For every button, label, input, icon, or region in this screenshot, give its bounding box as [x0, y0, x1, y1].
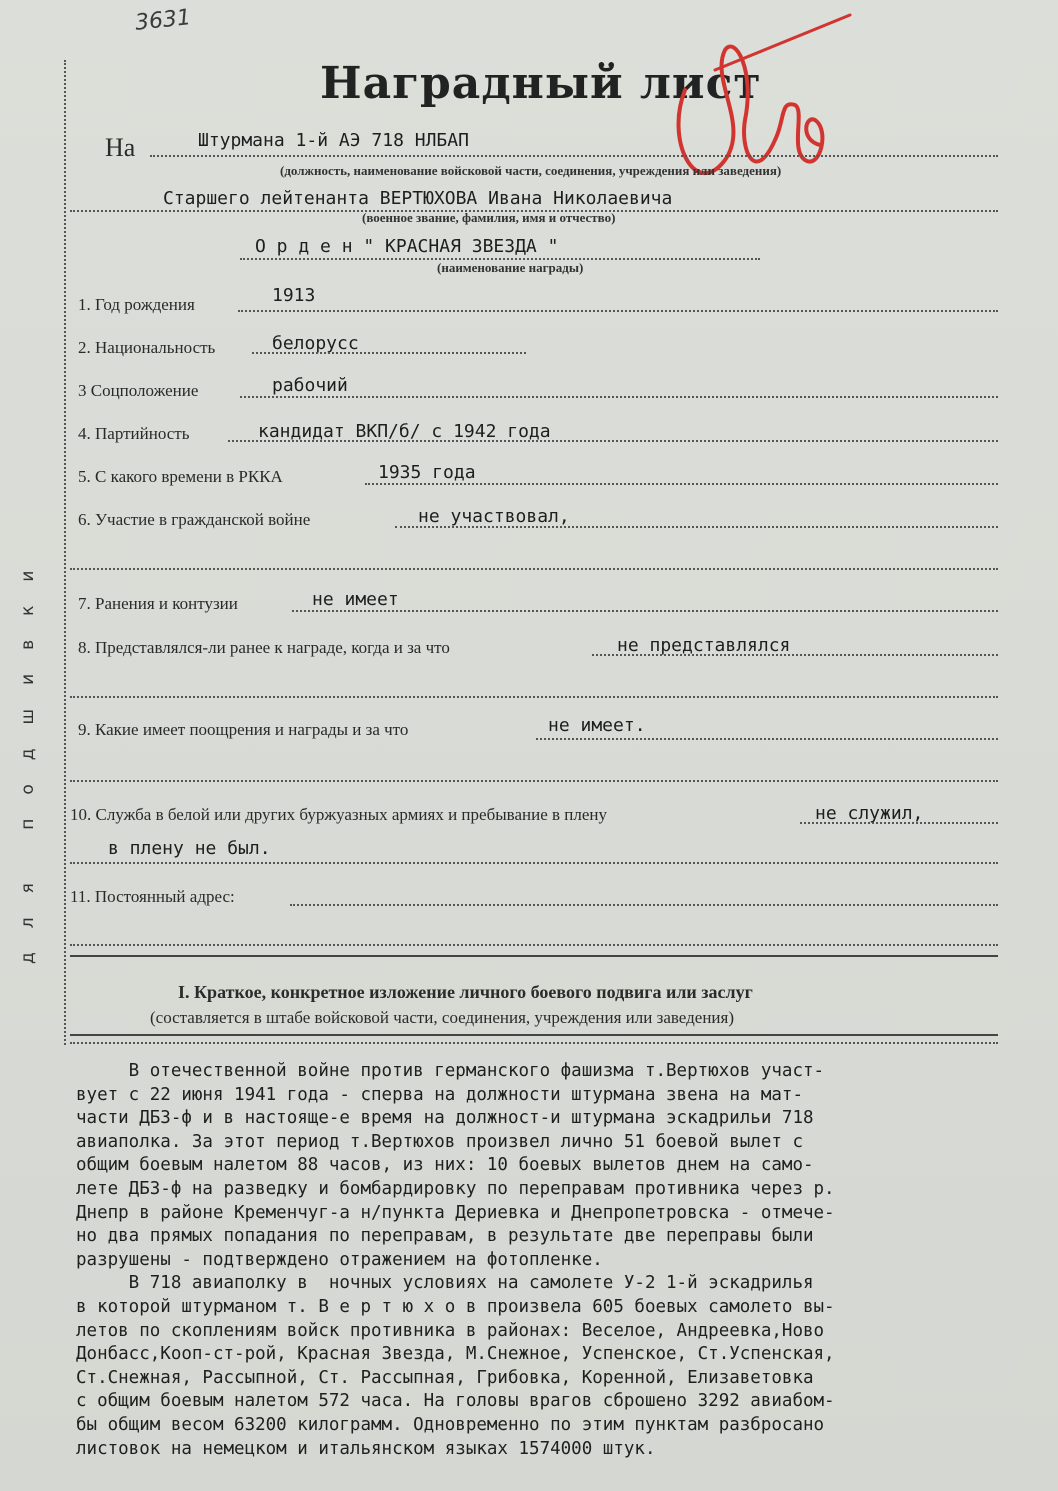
- narrative-line: лете ДБ3-ф на разведку и бомбардировку по переправам противника через р.: [76, 1178, 835, 1199]
- narrative-line: Донбасс,Кооп-ст-рой, Красная Звезда, М.Снежное, Успенское, Ст.Успенская,: [76, 1344, 835, 1365]
- section-title: I. Краткое, конкретное изложение личного боевого подвига или заслуг: [178, 982, 753, 1002]
- binding-label-text: для подшивки: [18, 546, 38, 964]
- field-commendations-value: не имеет.: [548, 715, 646, 736]
- narrative-line: авиаполка. За этот период т.Вертюхов произвел лично 51 боевой вылет с: [76, 1131, 803, 1152]
- binding-margin-label: [18, 500, 64, 1010]
- narrative-line: общим боевым налетом 88 часов, из них: 10 боевых вылетов днем на само-: [76, 1155, 814, 1176]
- field-line: [238, 310, 998, 312]
- field-line: [395, 526, 998, 528]
- field-line: [70, 862, 998, 864]
- position-caption: (должность, наименование войсковой части, соединения, учреждения или заведения): [280, 163, 782, 178]
- field-line: [290, 904, 998, 906]
- field-line: [70, 568, 998, 570]
- position-value: Штурмана 1-й АЭ 718 НЛБАП: [198, 130, 469, 151]
- narrative-line: Ст.Снежная, Рассыпной, Ст. Рассыпная, Грибовка, Коренной, Елизаветовка: [76, 1367, 814, 1388]
- field-commendations-label: 9. Какие имеет поощрения и награды и за что: [78, 720, 409, 739]
- field-line: [536, 738, 998, 740]
- field-rkka-since-label: 5. С какого времени в РККА: [78, 467, 283, 486]
- field-social-status-value: рабочий: [272, 375, 348, 396]
- rank-name-caption: (военное звание, фамилия, имя и отчество): [362, 210, 616, 225]
- section-subtitle: (составляется в штабе войсковой части, соединения, учреждения или заведения): [150, 1008, 734, 1027]
- field-birth-year-value: 1913: [272, 285, 316, 306]
- field-prior-awards-label: 8. Представлялся-ли ранее к награде, когда и за что: [78, 638, 450, 657]
- narrative-text: [76, 1060, 1036, 1461]
- award-value: О р д е н " КРАСНАЯ ЗВЕЗДА ": [255, 236, 559, 257]
- field-line: [365, 483, 998, 485]
- narrative-line: в которой штурманом т. В е р т ю х о в произвела 605 боевых самолето вы-: [76, 1296, 835, 1317]
- field-white-army-value: не служил,: [815, 803, 924, 824]
- position-line: [150, 155, 998, 157]
- field-address-label: 11. Постоянный адрес:: [70, 887, 235, 906]
- binding-margin-line: [64, 60, 66, 1045]
- rank-name-value: Старшего лейтенанта ВЕРТЮХОВА Ивана Николаевича: [163, 188, 673, 209]
- narrative-line: разрушены - подтверждено отражением на фотопленке.: [76, 1249, 603, 1270]
- narrative-line: В 718 авиаполку в ночных условиях на самолете У-2 1-й эскадрилья: [76, 1273, 814, 1294]
- field-social-status-label: 3 Соцположение: [78, 381, 199, 400]
- field-line: [228, 440, 998, 442]
- field-nationality-value: белорусс: [272, 333, 359, 354]
- document-title: Наградный лист: [320, 58, 762, 109]
- narrative-line: с общим боевым налетом 572 часа. На головы врагов сброшено 3292 авиабом-: [76, 1391, 835, 1412]
- narrative-line: но два прямых попадания по переправам, в результате две переправы были: [76, 1226, 814, 1247]
- field-wounds-value: не имеет: [312, 589, 399, 610]
- section-dotted-rule: [70, 1042, 998, 1044]
- narrative-line: части ДБ3-ф и в настояще-е время на должност-и штурмана эскадрильи 718: [76, 1108, 814, 1129]
- narrative-line: бы общим весом 63200 килограмм. Одновременно по этим пунктам разбросано: [76, 1414, 825, 1435]
- field-civil-war-label: 6. Участие в гражданской войне: [78, 510, 311, 529]
- field-party-label: 4. Партийность: [78, 424, 190, 443]
- section-bottom-rule: [70, 1034, 998, 1036]
- field-white-army-label: 10. Служба в белой или других буржуазных армиях и пребывание в плену: [70, 805, 607, 824]
- narrative-line: Днепр в районе Кременчуг-а н/пункта Дериевка и Днепропетровска - отмече-: [76, 1202, 835, 1223]
- field-line: [292, 610, 998, 612]
- field-line: [70, 944, 998, 946]
- archive-number: 3631: [133, 5, 193, 36]
- field-white-army-value-2: в плену не был.: [108, 838, 271, 859]
- narrative-line: листовок на немецком и итальянском языках 1574000 штук.: [76, 1438, 656, 1459]
- field-line: [70, 696, 998, 698]
- field-civil-war-value: не участвовал,: [418, 506, 570, 527]
- award-caption: (наименование награды): [437, 260, 584, 275]
- field-line: [252, 352, 526, 354]
- field-nationality-label: 2. Национальность: [78, 338, 216, 357]
- narrative-line: летов по скоплениям войск противника в районах: Веселое, Андреевка,Ново: [76, 1320, 825, 1341]
- field-line: [240, 396, 998, 398]
- field-line: [800, 822, 998, 824]
- na-label: На: [105, 133, 136, 162]
- field-rkka-since-value: 1935 года: [378, 462, 476, 483]
- field-line: [70, 780, 998, 782]
- field-wounds-label: 7. Ранения и контузии: [78, 594, 238, 613]
- narrative-line: В отечественной войне против германского фашизма т.Вертюхов участ-: [76, 1061, 825, 1081]
- field-birth-year-label: 1. Год рождения: [78, 295, 195, 314]
- section-top-rule: [70, 955, 998, 957]
- field-prior-awards-value: не представлялся: [617, 635, 791, 656]
- narrative-line: вует с 22 июня 1941 года - сперва на должности штурмана звена на мат-: [76, 1084, 803, 1105]
- field-party-value: кандидат ВКП/б/ с 1942 года: [258, 421, 551, 442]
- field-line: [592, 654, 998, 656]
